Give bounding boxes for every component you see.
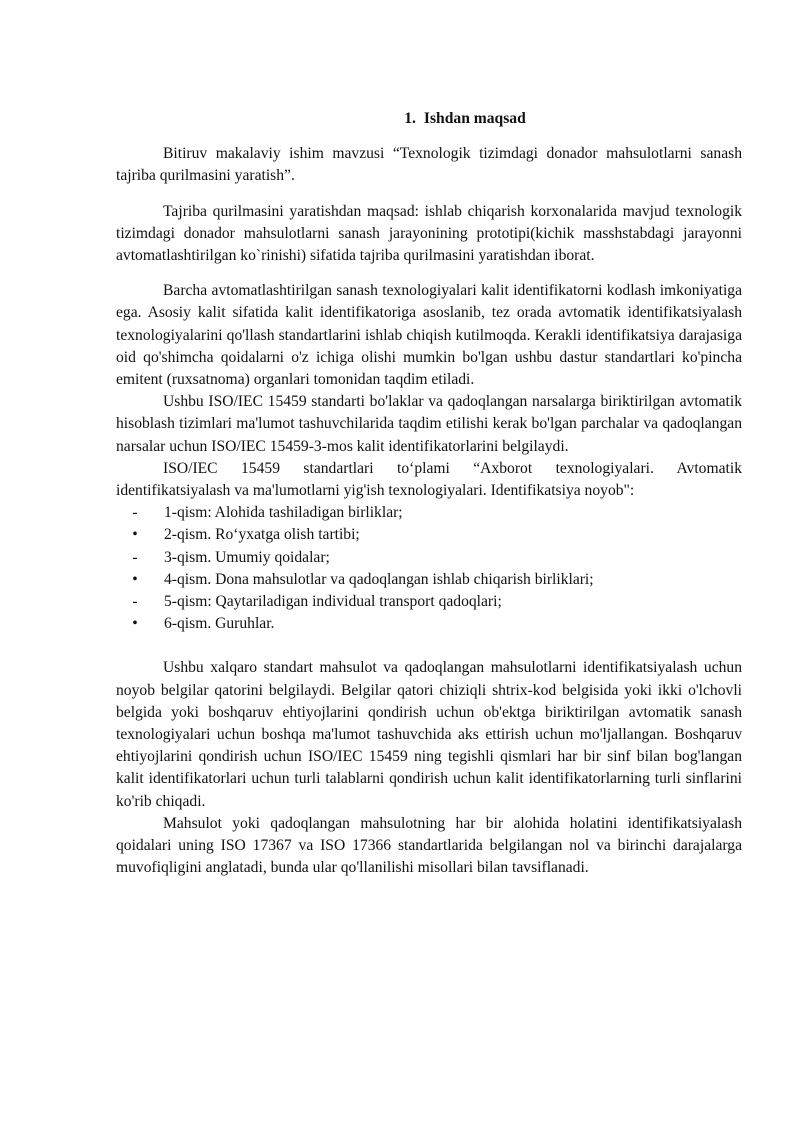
paragraph-topic: Bitiruv makalaviy ishim mavzusi “Texnologik tizimdagi donador mahsulotlarni sanash tajriba qurilmasini yaratish”. [116, 145, 742, 185]
parts-list [116, 502, 742, 635]
bullet-icon: • [132, 615, 138, 633]
list-item-text: 2-qism. Ro‘yxatga olish tartibi; [164, 526, 360, 544]
bullet-icon: • [132, 570, 138, 588]
list-item-text: 1-qism: Alohida tashiladigan birliklar; [164, 504, 403, 522]
paragraph-key-identifier: Barcha avtomatlashtirilgan sanash texnologiyalari kalit identifikatorni kodlash imkoniyatiga ega. Asosiy kalit sifatida kalit identifikatoriga asoslanib, tez orada avtomatik identifikatsiyalash texnologiyalarini qo'llash standartlarini ishlab chiqish kutilmoqda. Kerakli identifikatsiya darajasiga oid qo'shimcha qoidalarni o'z ichiga olishi mumkin bo'lgan ushbu dastur standartlari ko'pincha emitent (ruxsatnoma) organlari tomonidan taqdim etiladi. [116, 282, 742, 389]
paragraph-product-identification: Mahsulot yoki qadoqlangan mahsulotning har bir alohida holatini identifikatsiyalash qoidalari uning ISO 17367 va ISO 17366 standartlarida belgilangan nol va birinchi darajalarga muvofiqligini anglatadi, bunda ular qo'llanilishi misollari bilan tavsiflanadi. [116, 814, 742, 877]
list-item-text: 3-qism. Umumiy qoidalar; [164, 548, 330, 566]
section-title: Ishdan maqsad [423, 110, 526, 127]
dash-marker: - [132, 504, 138, 522]
list-item [116, 613, 742, 635]
dash-marker: - [132, 548, 138, 566]
paragraph-iso-series: ISO/IEC 15459 standartlari to‘plami “Axborot texnologiyalari. Avtomatik identifikatsiyalash va ma'lumotlarni yig'ish texnologiyalari. Identifikatsiya noyob": [116, 459, 742, 500]
list-item-text: 4-qism. Dona mahsulotlar va qadoqlangan ishlab chiqarish birliklari; [164, 570, 594, 588]
paragraph-purpose: Tajriba qurilmasini yaratishdan maqsad: ishlab chiqarish korxonalarida mavjud texnologik tizimdagi donador mahsulotlarni sanash jarayonining prototipi(kichik masshstabdagi jarayonni avtomatlashtirilgan ko`rinishi) sifatida tajriba qurilmasini yaratishdan iborat. [116, 202, 742, 265]
section-number: 1. [404, 110, 416, 127]
document-page [116, 108, 742, 880]
dash-marker: - [132, 593, 138, 611]
section-heading [116, 108, 742, 130]
blank-line [116, 635, 742, 657]
paragraph-iso-15459: Ushbu ISO/IEC 15459 standarti bo'laklar va qadoqlangan narsalarga biriktirilgan avtomatik hisoblash tizimlari ma'lumot tashuvchilarida taqdim etilishi kerak bo'lgan parchalar va qadoqlangan narsalar uchun ISO/IEC 15459-3-mos kalit identifikatorlarini belgilaydi. [116, 393, 742, 455]
list-item-text: 6-qism. Guruhlar. [164, 615, 275, 633]
paragraph-standard-scope: Ushbu xalqaro standart mahsulot va qadoqlangan mahsulotlarni identifikatsiyalash uchun noyob belgilar qatorini belgilaydi. Belgilar qatori chiziqli shtrix-kod belgisida yoki ikki o'lchovli belgida yoki boshqaruv ehtiyojlarini qondirish uchun ob'ektga biriktirilgan avtomatik sanash texnologiyalari uchun boshqa ma'lumot tashuvchida aks ettirish uchun mo'ljallangan. Boshqaruv ehtiyojlarini qondirish uchun ISO/IEC 15459 ning tegishli qismlari har bir sinf bilan bog'langan kalit identifikatorlari uchun turli talablarni qondirish uchun kalit identifikatorlarning turli sinflarini ko'rib chiqadi. [116, 659, 742, 810]
list-item [116, 547, 742, 569]
bullet-icon: • [132, 526, 138, 544]
list-item-text: 5-qism: Qaytariladigan individual transport qadoqlari; [164, 593, 502, 611]
list-item [116, 569, 742, 591]
list-item [116, 591, 742, 613]
list-item [116, 502, 742, 524]
list-item [116, 524, 742, 546]
